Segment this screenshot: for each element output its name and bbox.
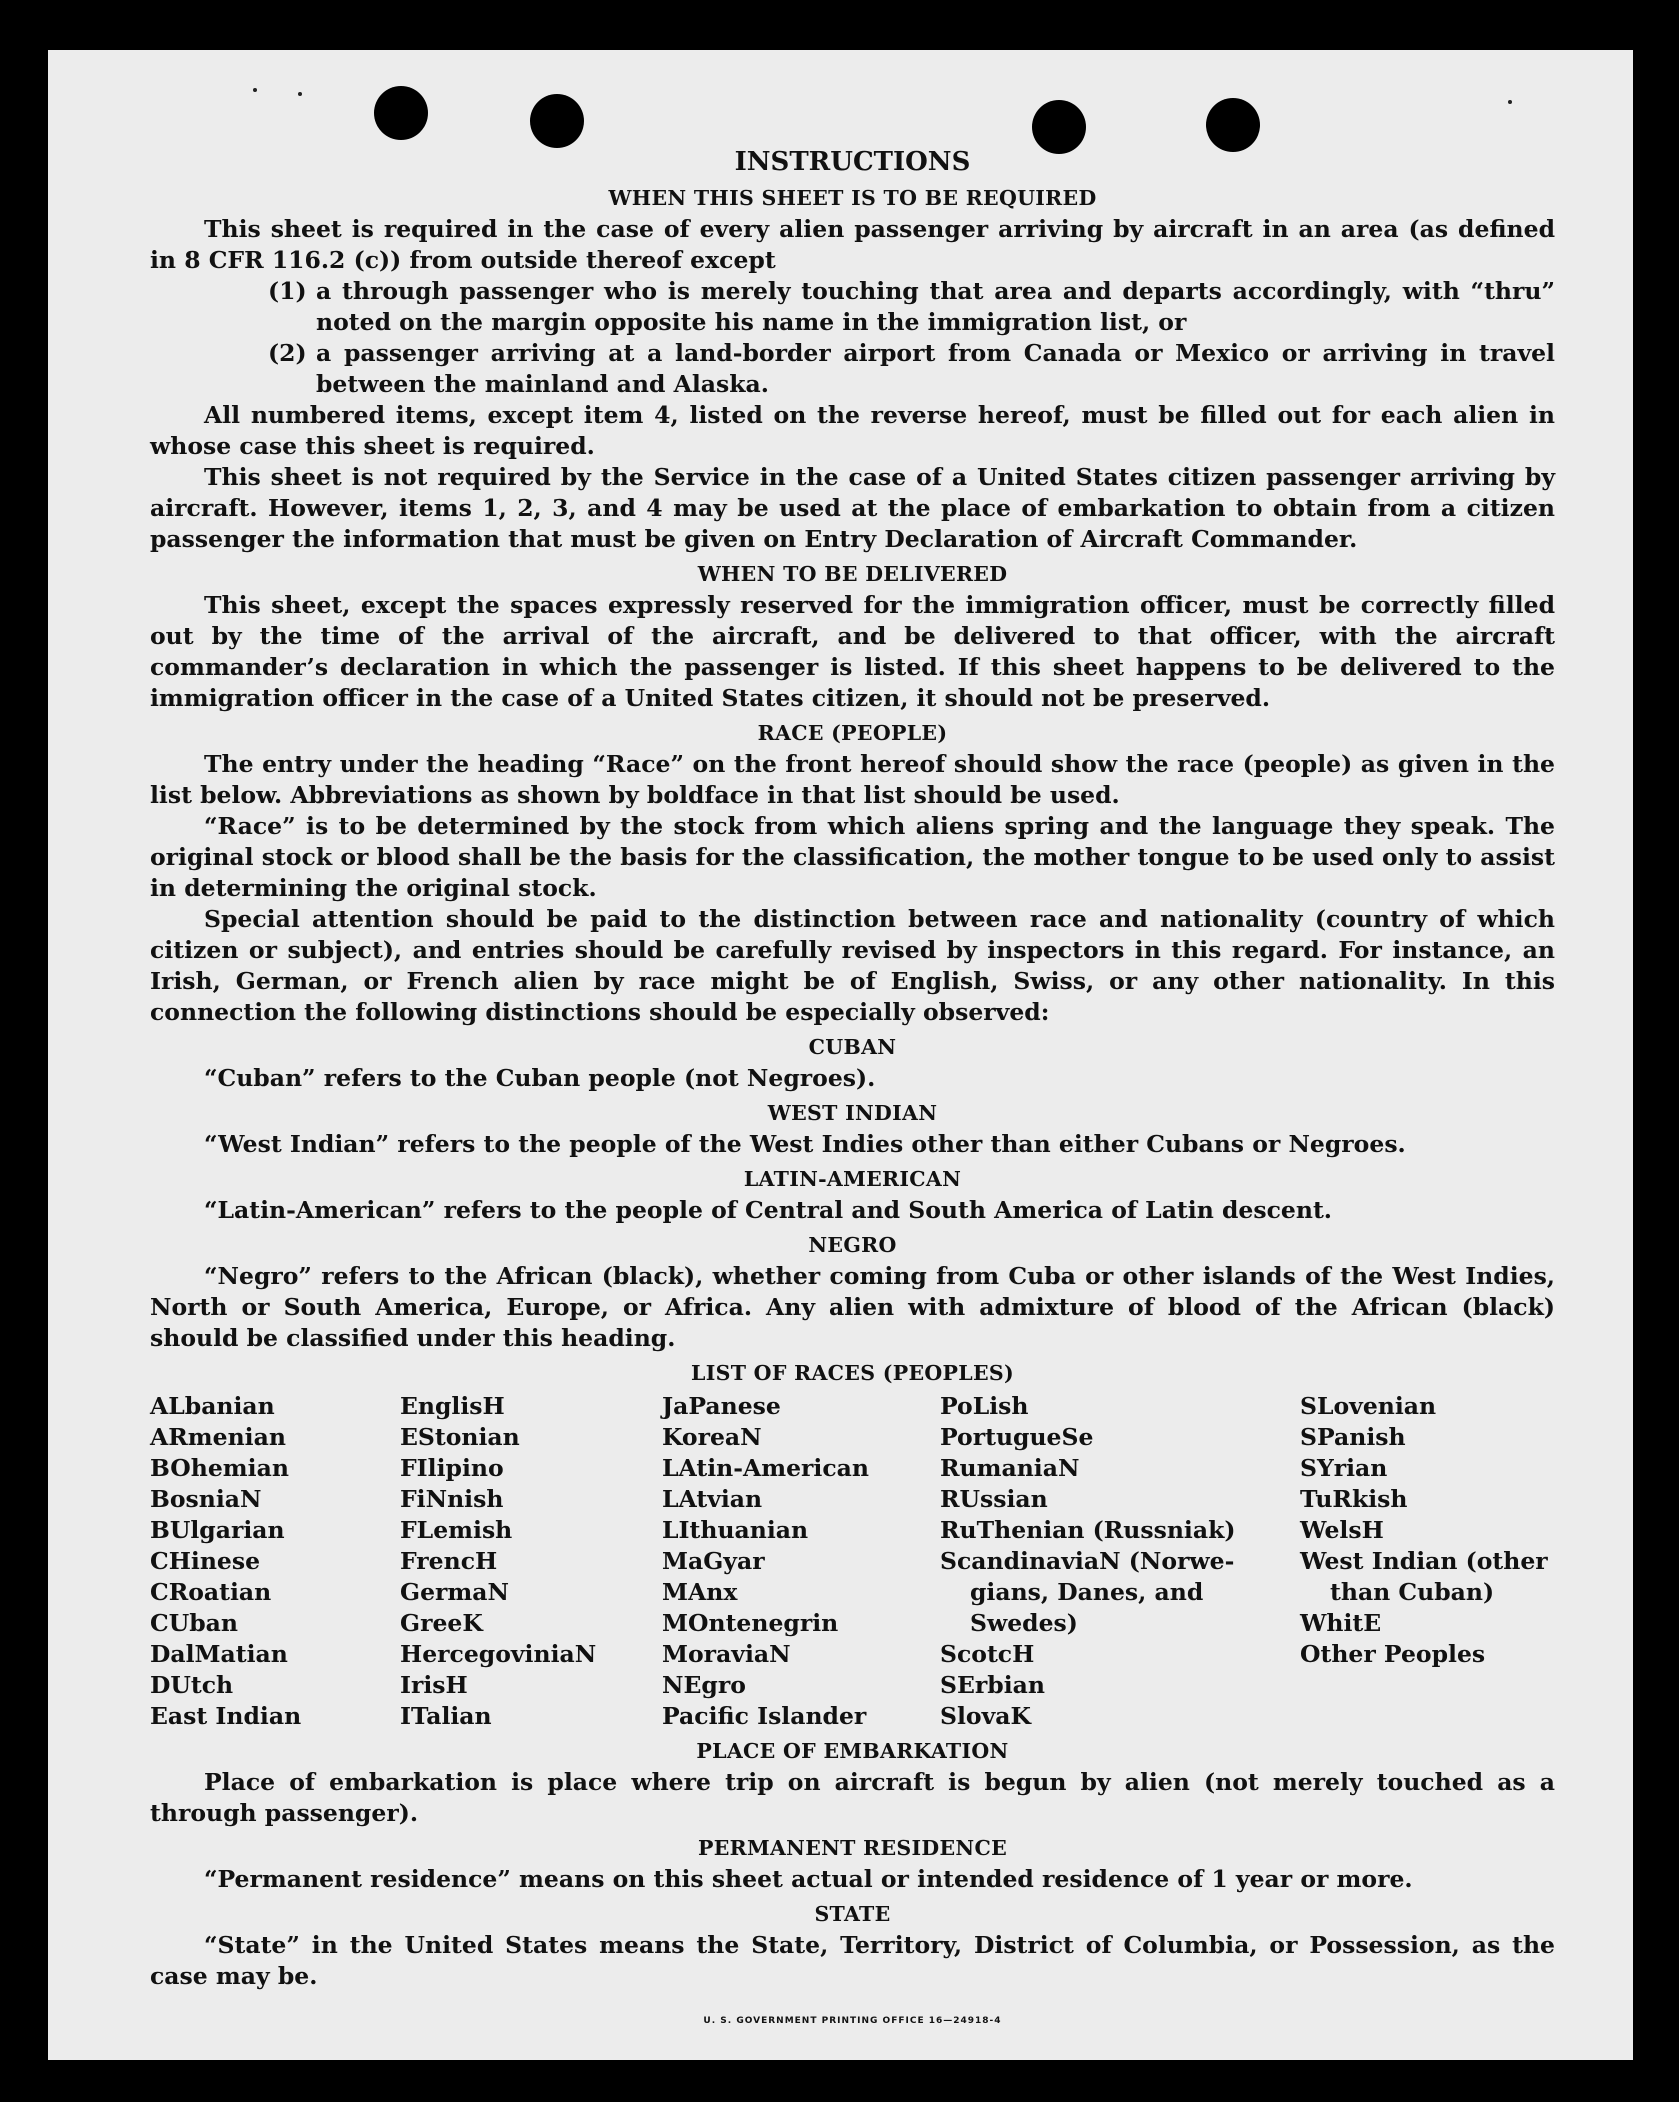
race-entry: ScandinaviaN (Norwe- (940, 1547, 1235, 1575)
section-heading-cuban: CUBAN (808, 1035, 897, 1059)
race-entry: EStonian (400, 1423, 520, 1451)
printing-office-footer: U. S. GOVERNMENT PRINTING OFFICE 16—24918-4 (703, 2016, 1002, 2026)
races-column-3 (662, 1391, 940, 1732)
required-para-3: This sheet is not required by the Service in the case of a United States citizen passenger arriving by aircraft. However, items 1, 2, 3, and 4 may be used at the place of embarkation to obtain from a citizen passenger the information that must be given on Entry Declaration of Aircraft Commander. (150, 463, 1555, 553)
race-entry: EnglisH (400, 1392, 505, 1420)
race-entry-continued: gians, Danes, and (970, 1578, 1204, 1606)
section-heading-races-list: LIST OF RACES (PEOPLES) (690, 1361, 1015, 1385)
punch-hole (1206, 98, 1260, 152)
race-entry: BOhemian (150, 1454, 289, 1482)
race-entry: FLemish (400, 1516, 513, 1544)
race-para-3: Special attention should be paid to the distinction between race and nationality (country of which citizen or subject), and entries should be carefully revised by inspectors in this regard. For instance, an Irish, German, or French alien by race might be of English, Swiss, or any other nationality. In this connection the following distinctions should be especially observed: (150, 905, 1555, 1026)
speck (253, 88, 257, 92)
race-entry: RuThenian (Russniak) (940, 1516, 1236, 1544)
races-column-4 (940, 1391, 1300, 1732)
negro-text: “Negro” refers to the African (black), whether coming from Cuba or other islands of the West Indies, North or South America, Europe, or Africa. Any alien with admixture of blood of the African (black) should be classified under this heading. (150, 1262, 1555, 1352)
residence-text: “Permanent residence” means on this sheet actual or intended residence of 1 year or more. (204, 1865, 1413, 1893)
race-entry: GreeK (400, 1609, 483, 1637)
race-entry: RUssian (940, 1485, 1048, 1513)
instructions-content (150, 145, 1555, 2037)
race-entry: LAtvian (662, 1485, 763, 1513)
section-heading-race: RACE (PEOPLE) (757, 721, 948, 745)
item-number: (2) (268, 339, 307, 367)
west-indian-text: “West Indian” refers to the people of the West Indies other than either Cubans or Negroes. (204, 1130, 1406, 1158)
race-entry: PortugueSe (940, 1423, 1094, 1451)
race-entry: LAtin-American (662, 1454, 869, 1482)
race-entry: KoreaN (662, 1423, 762, 1451)
race-para-2: “Race” is to be determined by the stock from which aliens spring and the language they speak. The original stock or blood shall be the basis for the classification, the mother tongue to be used only to assist in determining the original stock. (150, 812, 1555, 902)
race-entry: LIthuanian (662, 1516, 809, 1544)
races-column-2 (400, 1391, 662, 1732)
race-entry: BUlgarian (150, 1516, 285, 1544)
punch-hole (374, 86, 428, 140)
race-entry: ARmenian (150, 1423, 286, 1451)
race-entry: SYrian (1300, 1454, 1388, 1482)
speck (1508, 100, 1512, 104)
race-entry: ITalian (400, 1702, 492, 1730)
item-text: a through passenger who is merely touching that area and departs accordingly, with “thru” noted on the margin opposite his name in the immigration list, or (316, 277, 1555, 336)
section-heading-embarkation: PLACE OF EMBARKATION (696, 1739, 1009, 1763)
races-column-1 (150, 1391, 400, 1732)
race-entry: WelsH (1300, 1516, 1384, 1544)
page-title: INSTRUCTIONS (734, 147, 971, 177)
race-entry: FiNnish (400, 1485, 504, 1513)
item-number: (1) (268, 277, 307, 305)
race-entry: PoLish (940, 1392, 1029, 1420)
race-entry-continued: than Cuban) (1330, 1578, 1495, 1606)
exception-item-2 (268, 338, 1555, 400)
section-heading-required: WHEN THIS SHEET IS TO BE REQUIRED (608, 186, 1097, 210)
race-entry: WhitE (1300, 1609, 1382, 1637)
race-entry: HercegoviniaN (400, 1640, 597, 1668)
race-entry: RumaniaN (940, 1454, 1080, 1482)
race-entry: ALbanian (150, 1392, 275, 1420)
section-heading-state: STATE (814, 1902, 891, 1926)
section-heading-residence: PERMANENT RESIDENCE (697, 1836, 1007, 1860)
race-entry: CUban (150, 1609, 238, 1637)
race-entry: West Indian (other (1300, 1547, 1548, 1575)
section-heading-west-indian: WEST INDIAN (767, 1101, 938, 1125)
state-text: “State” in the United States means the State, Territory, District of Columbia, or Possession, as the case may be. (150, 1931, 1555, 1990)
race-entry: East Indian (150, 1702, 302, 1730)
required-para-2: All numbered items, except item 4, listed on the reverse hereof, must be filled out for each alien in whose case this sheet is required. (150, 401, 1555, 460)
delivered-text: This sheet, except the spaces expressly reserved for the immigration officer, must be correctly filled out by the time of the arrival of the aircraft, and be delivered to that officer, with the aircraft commander’s declaration in which the passenger is listed. If this sheet happens to be delivered to the immigration officer in the case of a United States citizen, it should not be preserved. (150, 591, 1555, 712)
race-entry: MaGyar (662, 1547, 765, 1575)
race-entry: IrisH (400, 1671, 468, 1699)
section-heading-delivered: WHEN TO BE DELIVERED (697, 562, 1008, 586)
race-entry: SErbian (940, 1671, 1045, 1699)
race-entry: TuRkish (1300, 1485, 1408, 1513)
races-column-5 (1300, 1391, 1555, 1732)
race-entry: CRoatian (150, 1578, 272, 1606)
race-entry: ScotcH (940, 1640, 1035, 1668)
race-entry: FrencH (400, 1547, 498, 1575)
cuban-text: “Cuban” refers to the Cuban people (not Negroes). (204, 1064, 876, 1092)
race-entry: DUtch (150, 1671, 234, 1699)
race-entry: Pacific Islander (662, 1702, 867, 1730)
race-entry: SPanish (1300, 1423, 1406, 1451)
race-entry-continued: Swedes) (970, 1609, 1078, 1637)
race-entry: Other Peoples (1300, 1640, 1486, 1668)
race-entry: DalMatian (150, 1640, 288, 1668)
race-entry: SlovaK (940, 1702, 1031, 1730)
race-entry: FIlipino (400, 1454, 504, 1482)
document-page (48, 50, 1633, 2060)
item-text: a passenger arriving at a land-border airport from Canada or Mexico or arriving in travel between the mainland and Alaska. (316, 339, 1555, 398)
speck (298, 92, 302, 96)
latin-american-text: “Latin-American” refers to the people of Central and South America of Latin descent. (204, 1196, 1332, 1224)
race-entry: SLovenian (1300, 1392, 1437, 1420)
race-entry: CHinese (150, 1547, 261, 1575)
punch-hole (530, 94, 584, 148)
section-heading-negro: NEGRO (808, 1233, 897, 1257)
race-entry: JaPanese (662, 1392, 781, 1420)
race-entry: BosniaN (150, 1485, 262, 1513)
section-heading-latin-american: LATIN-AMERICAN (743, 1167, 962, 1191)
exception-item-1 (268, 276, 1555, 338)
races-list (150, 1391, 1555, 1732)
required-intro: This sheet is required in the case of every alien passenger arriving by aircraft in an area (as defined in 8 CFR 116.2 (c)) from outside thereof except (150, 215, 1555, 274)
race-entry: GermaN (400, 1578, 509, 1606)
race-para-1: The entry under the heading “Race” on the front hereof should show the race (people) as given in the list below. Abbreviations as shown by boldface in that list should be used. (150, 750, 1555, 809)
race-entry: NEgro (662, 1671, 746, 1699)
embarkation-text: Place of embarkation is place where trip on aircraft is begun by alien (not merely touched as a through passenger). (150, 1768, 1555, 1827)
race-entry: MOntenegrin (662, 1609, 839, 1637)
race-entry: MAnx (662, 1578, 738, 1606)
race-entry: MoraviaN (662, 1640, 791, 1668)
